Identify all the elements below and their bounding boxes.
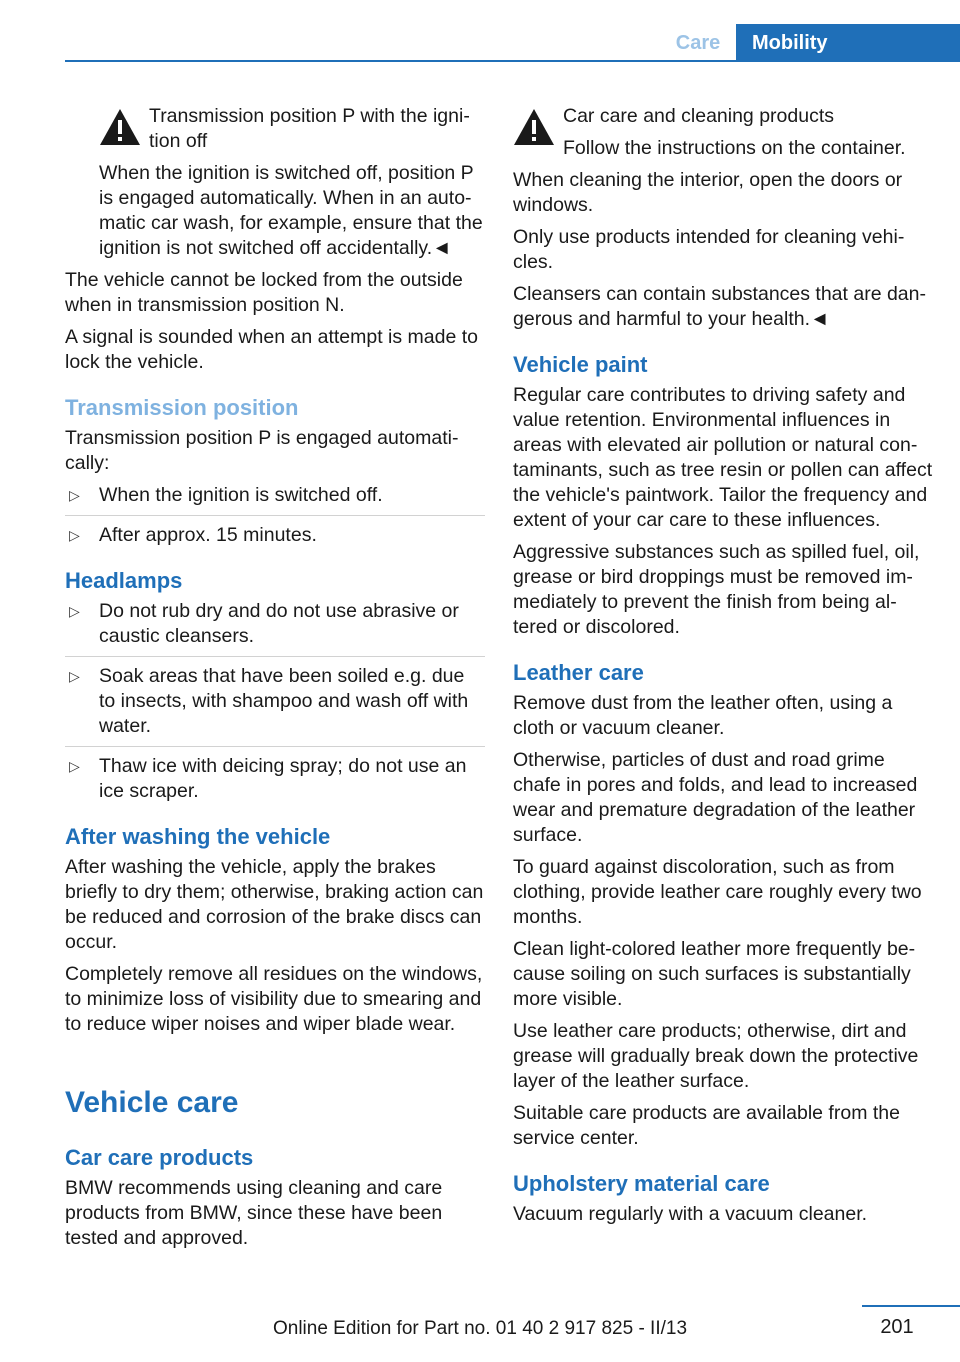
warning-icon — [99, 108, 141, 146]
list-item: ▷ Soak areas that have been soiled e.g. due to insects, with shampoo and wash off with water. — [65, 664, 485, 747]
warning-icon — [513, 108, 555, 146]
headlamps-list — [65, 599, 485, 804]
heading-upholstery: Upholstery material care — [513, 1171, 770, 1196]
tab-mobility: Mobility — [736, 24, 960, 62]
paragraph: To guard against discoloration, such as from clothing, provide leather care roughly every two months. — [513, 856, 922, 928]
paragraph: When cleaning the interior, open the doors or windows. — [513, 169, 903, 216]
heading-after-washing: After washing the vehicle — [65, 824, 331, 849]
heading-vehicle-care: Vehicle care — [65, 1086, 239, 1119]
triangle-right-icon: ▷ — [69, 758, 80, 774]
paragraph: A signal is sounded when an attempt is made to lock the vehicle. — [65, 326, 479, 373]
paragraph: Aggressive substances such as spilled fuel, oil, grease or bird droppings must be removed im-mediately to prevent the finish from being al-tered or discolored. — [513, 541, 920, 638]
paragraph: Otherwise, particles of dust and road grime chafe in pores and folds, and lead to increased wear and premature degradation of the leather surface. — [513, 749, 918, 846]
paragraph: Completely remove all residues on the windows, to minimize loss of visibility due to smearing and to reduce wiper noises and wiper blade wear. — [65, 963, 483, 1035]
paragraph: Clean light-colored leather more frequently be-cause soiling on such surfaces is substantially more visible. — [513, 938, 916, 1010]
paragraph: Vacuum regularly with a vacuum cleaner. — [513, 1203, 868, 1225]
paragraph: Remove dust from the leather often, using a cloth or vacuum cleaner. — [513, 692, 893, 739]
triangle-right-icon: ▷ — [69, 668, 80, 684]
list-item: ▷ Thaw ice with deicing spray; do not use an ice scraper. — [69, 755, 467, 802]
paragraph: Cleansers can contain substances that are dan-gerous and harmful to your health.◄ — [513, 283, 926, 330]
page-number-rule — [862, 1305, 960, 1307]
transmission-list — [65, 483, 485, 548]
warning-text: When the ignition is switched off, position P is engaged automatically. When in an auto-matic car wash, for example, ensure that the ignition is not switched off accidentally.◄ — [99, 162, 483, 259]
warning-text: Follow the instructions on the container. — [563, 137, 906, 159]
tab-care: Care — [675, 31, 721, 54]
page-number: 201 — [880, 1316, 914, 1338]
paragraph: Transmission position P is engaged automati-cally: — [65, 427, 459, 474]
paragraph: BMW recommends using cleaning and care products from BMW, since these have been tested and approved. — [65, 1177, 443, 1249]
heading-leather-care: Leather care — [513, 660, 644, 685]
warning-title: Transmission position P with the igni-tion off — [149, 105, 470, 152]
list-item: ▷ When the ignition is switched off. — [65, 483, 485, 516]
warning-title: Car care and cleaning products — [563, 105, 834, 127]
paragraph: Suitable care products are available from the service center. — [513, 1102, 900, 1149]
triangle-right-icon: ▷ — [69, 527, 80, 543]
warning-transmission — [65, 104, 485, 154]
paragraph: Use leather care products; otherwise, dirt and grease will gradually break down the protective layer of the leather surface. — [513, 1020, 919, 1092]
heading-headlamps: Headlamps — [65, 568, 183, 593]
footer-edition: Online Edition for Part no. 01 40 2 917 825 - II/13 — [272, 1318, 688, 1339]
paragraph: Only use products intended for cleaning vehi-cles. — [513, 226, 905, 273]
left-column — [65, 104, 485, 1258]
paragraph: After washing the vehicle, apply the brakes briefly to dry them; otherwise, braking action can be reduced and corrosion of the brake discs can occur. — [65, 856, 484, 953]
right-column — [513, 104, 933, 1234]
heading-car-care-products: Car care products — [65, 1145, 254, 1170]
list-item: ▷ Do not rub dry and do not use abrasive or caustic cleansers. — [65, 599, 485, 657]
heading-transmission-position: Transmission position — [65, 395, 299, 420]
list-item: ▷ After approx. 15 minutes. — [69, 524, 317, 546]
heading-vehicle-paint: Vehicle paint — [513, 352, 648, 377]
warning-products — [513, 104, 933, 161]
header-rule — [65, 60, 960, 62]
triangle-right-icon: ▷ — [69, 487, 80, 503]
triangle-right-icon: ▷ — [69, 603, 80, 619]
paragraph: The vehicle cannot be locked from the outside when in transmission position N. — [65, 269, 463, 316]
paragraph: Regular care contributes to driving safety and value retention. Environmental influences in areas with elevated air pollution or natural con-taminants, such as tree resin or pollen can affect the vehicle's paintwork. Tailor the frequency and extent of your car care to these influences. — [513, 384, 933, 531]
